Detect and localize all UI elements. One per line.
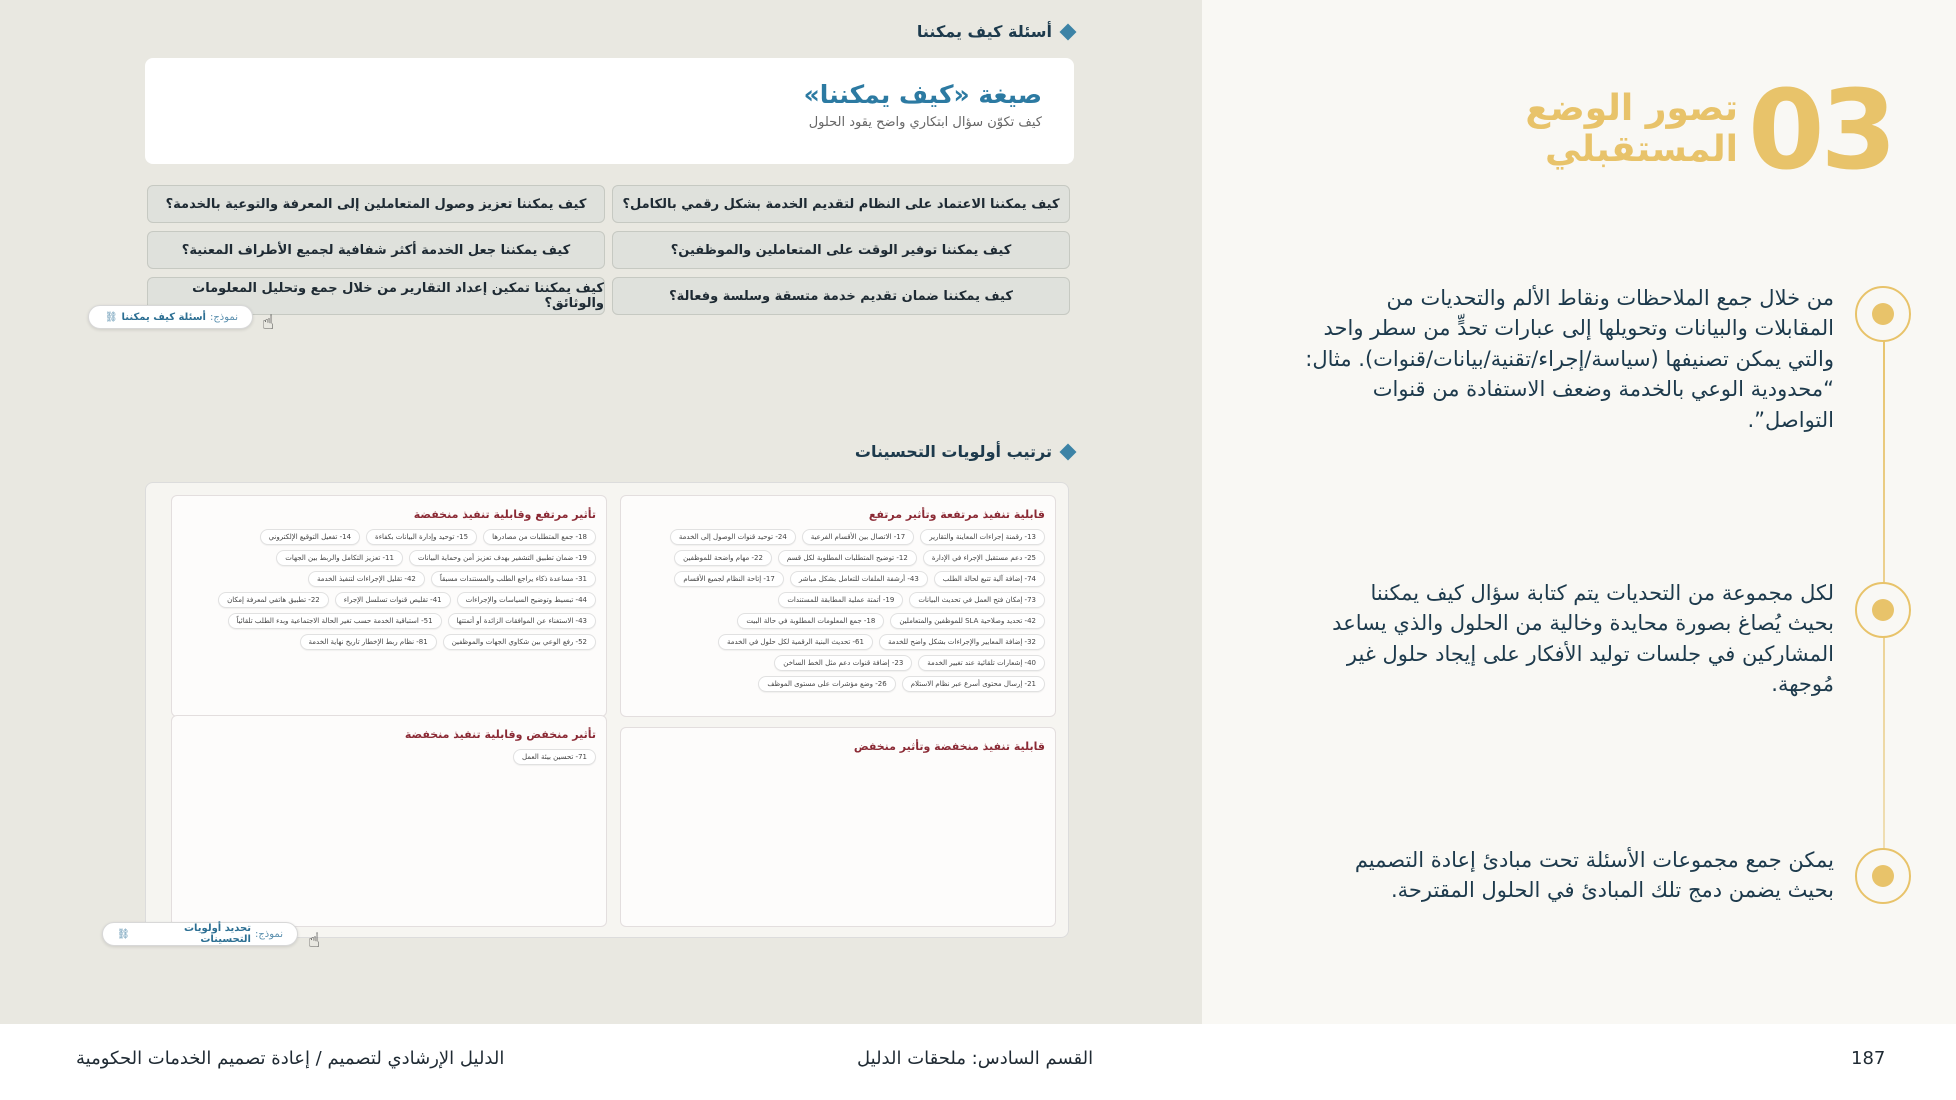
chapter-title-line: المستقبلي [1544,129,1738,171]
quadrant-chips [182,749,596,765]
improvement-chip: 40- إشعارات تلقائية عند تغيير الخدمة [918,655,1045,671]
hmw-question[interactable]: كيف يمكننا توفير الوقت على المتعاملين والموظفين؟ [612,231,1070,269]
improvement-chip: 18- جمع المعلومات المطلوبة في حالة البيت [737,613,884,629]
quadrant-high-impact-low-feasibility [171,495,607,717]
improvement-chip: 17- الاتصال بين الأقسام الفرعية [802,529,914,545]
improvement-chip: 17- إتاحة النظام لجميع الأقسام [674,571,783,587]
improvement-chip: 31- مساعدة ذكاء يراجع الطلب والمستندات مسبقاً [431,571,596,587]
example-link-hmw[interactable] [88,305,253,329]
example-prefix: نموذج: [254,928,283,940]
example-label: تحديد أولويات التحسينات [184,923,251,945]
priority-heading-text: ترتيب أولويات التحسينات [854,442,1052,461]
improvement-chip: 11- تعزيز التكامل والربط بين الجهات [276,550,403,566]
step-paragraph: من خلال جمع الملاحظات ونقاط الألم والتحديات من المقابلات والبيانات وتحويلها إلى عبارات تحدٍّ من سطر واحد والتي يمكن تصنيفها (سياسة/إجراء/تقنية/بيانات/قنوات). مثال: “محدودية الوعي بالخدمة وضعف الاستفادة من قنوات التواصل”. [1305,286,1834,432]
improvement-chip: 14- تفعيل التوقيع الإلكتروني [260,529,360,545]
quadrant-title: قابلية تنفيذ منخفضة وتأثير منخفض [853,740,1045,753]
page-footer [0,1024,1956,1100]
improvement-chip: 51- استباقية الخدمة حسب تغير الحالة الاجتماعية وبدء الطلب تلقائياً [228,613,442,629]
improvement-chip: 12- توضيح المتطلبات المطلوبة لكل قسم [778,550,917,566]
page-number: 187 [1851,1048,1886,1069]
improvement-chip: 21- إرسال محتوى أسرع عبر نظام الاستلام [902,676,1045,692]
timeline-marker [1855,848,1911,904]
hand-cursor-icon: ☝ [308,928,321,952]
hmw-question-grid [145,185,1070,315]
improvement-chip: 42- تحديد وصلاحية SLA للموظفين والمتعاملين [890,613,1045,629]
chapter-number: 03 [1748,66,1894,194]
improvement-chip: 26- وضع مؤشرات على مستوى الموظف [758,676,895,692]
timeline-dot [1872,865,1894,887]
quadrant-title: تأثير مرتفع وقابلية تنفيذ منخفضة [413,508,596,521]
improvement-chip: 73- إمكان فتح العمل في تحديث البيانات [909,592,1045,608]
step-paragraph: لكل مجموعة من التحديات يتم كتابة سؤال كيف يمكننا بحيث يُصاغ بصورة محايدة وخالية من الحلول والذي يساعد المشاركين في جلسات توليد الأفكار على إيجاد حلول غير مُوجهة. [1332,581,1834,697]
chapter-title [1525,88,1738,171]
improvement-chip: 44- تبسيط وتوضيح السياسات والإجراءات [457,592,596,608]
improvement-chip: 23- إضافة قنوات دعم مثل الخط الساخن [774,655,912,671]
hmw-question[interactable]: كيف يمكننا الاعتماد على النظام لتقديم الخدمة بشكل رقمي بالكامل؟ [612,185,1070,223]
example-prefix: نموذج: [209,311,238,323]
quadrant-low-impact-low-feasibility [171,715,607,927]
improvement-chip: 42- تقليل الإجراءات لتنفيذ الخدمة [308,571,425,587]
example-link-priority[interactable] [102,922,298,946]
improvement-chip: 32- إضافة المعايير والإجراءات بشكل واضح للخدمة [879,634,1045,650]
section-title: القسم السادس: ملحقات الدليل [857,1048,1094,1069]
formula-subtitle: كيف تكوّن سؤال ابتكاري واضح يقود الحلول [808,115,1042,130]
timeline-marker [1855,582,1911,638]
improvement-chip: 22- مهام واضحة للموظفين [674,550,772,566]
diamond-bullet-icon [1060,443,1077,460]
timeline-dot [1872,599,1894,621]
example-label: أسئلة كيف يمكننا [121,311,206,323]
improvement-chip: 43- الاستغناء عن الموافقات الزائدة أو أتمتتها [448,613,596,629]
quadrant-title: تأثير منخفض وقابلية تنفيذ منخفضة [404,728,596,741]
link-icon: ⛓ [117,928,130,940]
hmw-heading-text: أسئلة كيف يمكننا [916,22,1052,41]
improvement-chip: 43- أرشفة الملفات للتعامل بشكل مباشر [790,571,928,587]
hmw-question[interactable]: كيف يمكننا تمكين إعداد التقارير من خلال جمع وتحليل المعلومات والوثائق؟ [147,277,605,315]
timeline-marker [1855,286,1911,342]
formula-title: صيغة «كيف يمكننا» [803,80,1042,109]
quadrant-high-high [620,495,1056,717]
hmw-question[interactable]: كيف يمكننا تعزيز وصول المتعاملين إلى المعرفة والتوعية بالخدمة؟ [147,185,605,223]
step-paragraph: يمكن جمع مجموعات الأسئلة تحت مبادئ إعادة التصميم بحيث يضمن دمج تلك المبادئ في الحلول المقترحة. [1354,848,1834,903]
quadrant-title: قابلية تنفيذ مرتفعة وتأثير مرتفع [868,508,1045,521]
improvement-chip: 18- جمع المتطلبات من مصادرها [483,529,596,545]
formula-card [145,58,1074,164]
quadrant-chips [631,529,1045,692]
link-icon: ⛓ [104,311,118,323]
chapter-title-line: تصور الوضع [1525,88,1738,129]
improvement-chip: 24- توحيد قنوات الوصول إلى الخدمة [670,529,796,545]
guide-title: الدليل الإرشادي لتصميم / إعادة تصميم الخدمات الحكومية [76,1048,505,1069]
quadrant-chips [182,529,596,650]
hmw-question[interactable]: كيف يمكننا ضمان تقديم خدمة متسقة وسلسة وفعالة؟ [612,277,1070,315]
improvement-chip: 19- أتمتة عملية المطابقة للمستندات [778,592,903,608]
hmw-section-heading [917,22,1074,41]
improvement-chip: 15- توحيد وإدارة البيانات بكفاءة [366,529,477,545]
priority-matrix [145,482,1069,938]
improvement-chip: 13- رقمنة إجراءات المعاينة والتقارير [920,529,1045,545]
quadrant-low-low [620,727,1056,927]
improvement-chip: 22- تطبيق هاتفي لمعرفة إمكان [218,592,329,608]
improvement-chip: 71- تحسين بيئة العمل [513,749,596,765]
hand-cursor-icon: ☝ [262,310,275,334]
improvement-chip: 61- تحديث البنية الرقمية لكل حلول في الخدمة [718,634,873,650]
timeline-dot [1872,303,1894,325]
improvement-chip: 81- نظام ربط الإخطار تاريخ نهاية الخدمة [300,634,437,650]
improvement-chip: 41- تقليص قنوات تسلسل الإجراء [335,592,451,608]
improvement-chip: 19- ضمان تطبيق التشفير بهدف تعزيز أمن وحماية البيانات [409,550,596,566]
improvement-chip: 52- رفع الوعي بين شكاوي الجهات والموظفين [443,634,596,650]
improvement-chip: 25- دعم مستقبل الإجراء في الإدارة [923,550,1045,566]
hmw-question[interactable]: كيف يمكننا جعل الخدمة أكثر شفافية لجميع الأطراف المعنية؟ [147,231,605,269]
improvement-chip: 74- إضافة آلية تتبع لحالة الطلب [934,571,1045,587]
diamond-bullet-icon [1060,23,1077,40]
priority-section-heading [855,442,1074,461]
